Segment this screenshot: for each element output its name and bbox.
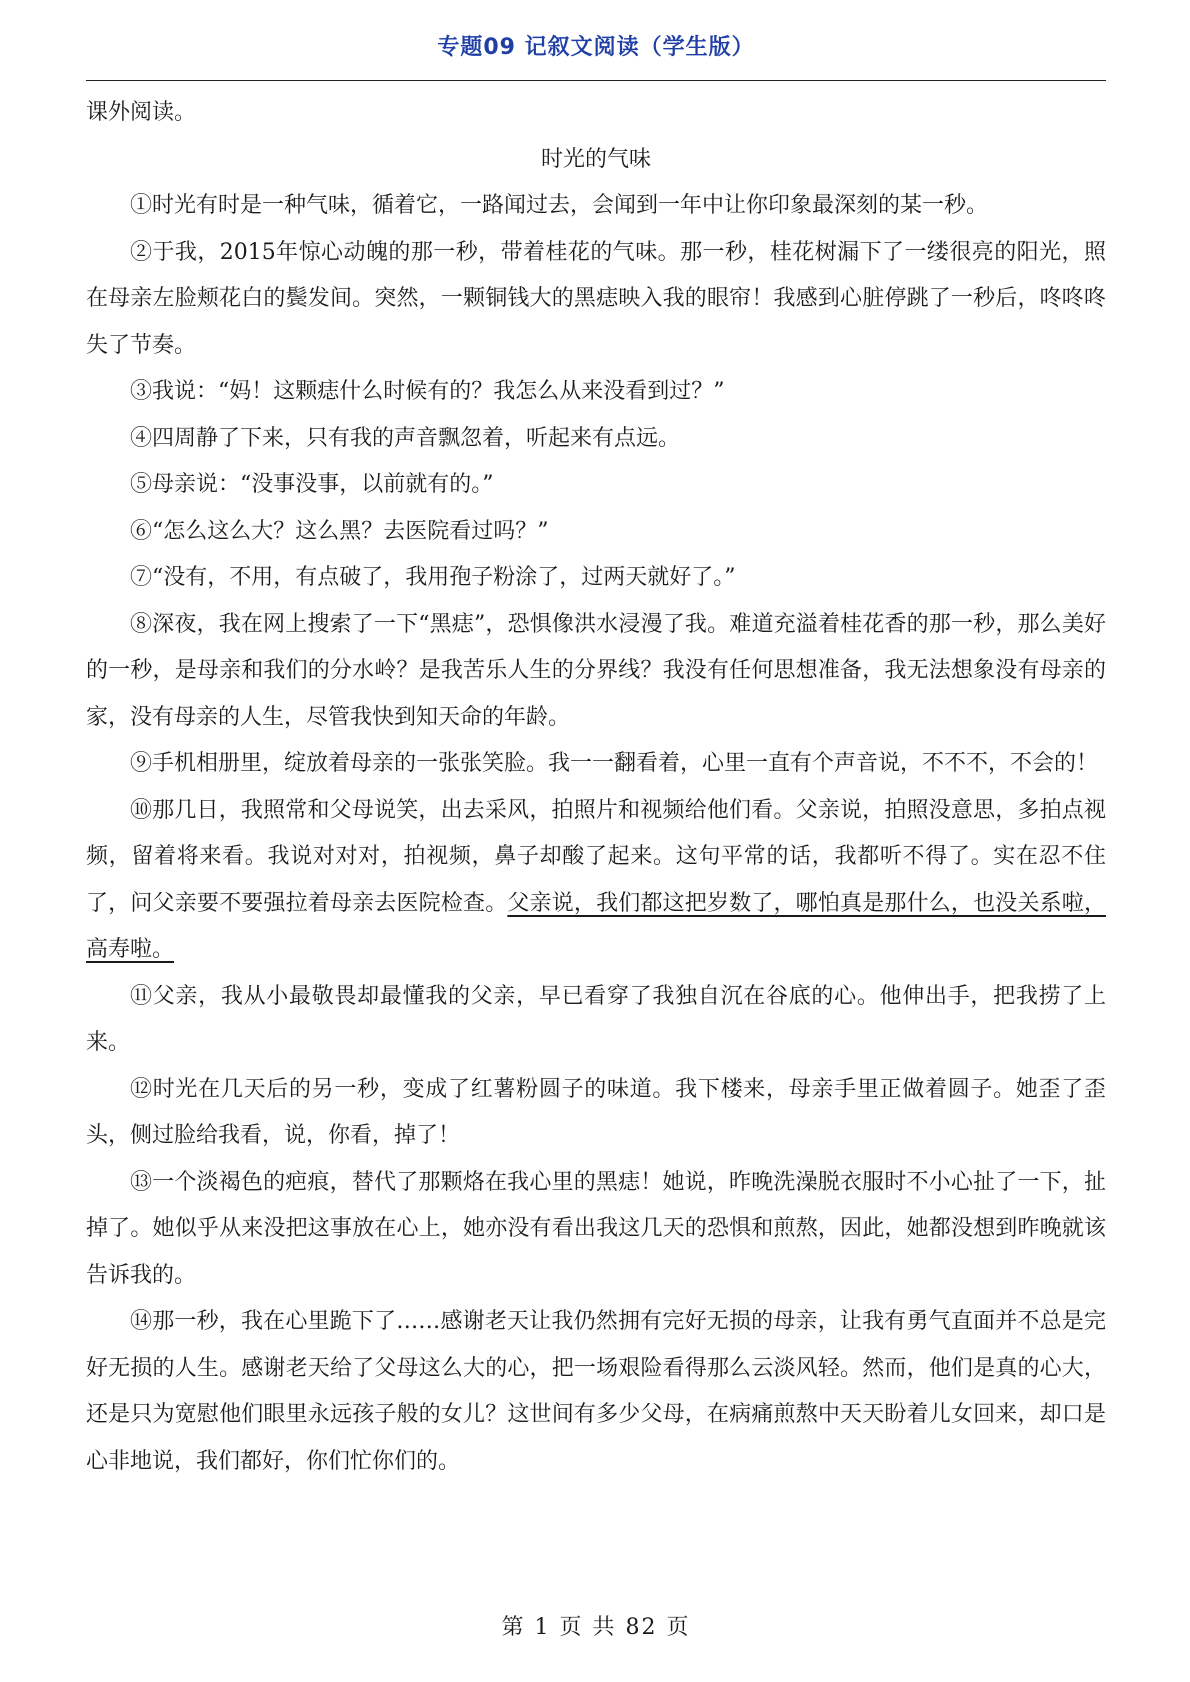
- paragraph-11: ⑪父亲，我从小最敬畏却最懂我的父亲，早已看穿了我独自沉在谷底的心。他伸出手，把我捞了上来。: [86, 983, 1106, 1055]
- article-title: 时光的气味: [540, 146, 651, 172]
- paragraph-7: ⑦“没有，不用，有点破了，我用孢子粉涂了，过两天就好了。”: [130, 565, 736, 590]
- page-header-title: 专题09 记叙文阅读（学生版）: [437, 35, 755, 60]
- page-number: 第 1 页 共 82 页: [501, 1615, 691, 1640]
- intro-text: 课外阅读。: [86, 100, 197, 125]
- header-divider: [86, 80, 1106, 81]
- paragraph-10-underlined-sentence: 父亲说，我们都这把岁数了，哪怕真是那什么，也没关系啦，高寿啦。: [86, 890, 1106, 962]
- document-body: [86, 90, 1106, 1485]
- paragraph-4: ④四周静了下来，只有我的声音飘忽着，听起来有点远。: [130, 425, 681, 451]
- paragraph-12: ⑫时光在几天后的另一秒，变成了红薯粉圆子的味道。我下楼来，母亲手里正做着圆子。她歪了歪头，侧过脸给我看，说，你看，掉了！: [86, 1076, 1106, 1148]
- paragraph-13: ⑬一个淡褐色的疤痕，替代了那颗烙在我心里的黑痣！她说，昨晚洗澡脱衣服时不小心扯了一下，扯掉了。她似乎从来没把这事放在心上，她亦没有看出我这几天的恐惧和煎熬，因此，她都没想到昨晚就该告诉我的。: [86, 1169, 1106, 1288]
- paragraph-2: ②于我，2015年惊心动魄的那一秒，带着桂花的气味。那一秒，桂花树漏下了一缕很亮的阳光，照在母亲左脸颊花白的鬓发间。突然，一颗铜钱大的黑痣映入我的眼帘！我感到心脏停跳了一秒后，咚咚咚失了节奏。: [86, 239, 1106, 358]
- paragraph-10: [86, 788, 1106, 974]
- paragraph-8: ⑧深夜，我在网上搜索了一下“黑痣”，恐惧像洪水浸漫了我。难道充溢着桂花香的那一秒，那么美好的一秒，是母亲和我们的分水岭？是我苦乐人生的分界线？我没有任何思想准备，我无法想象没有母亲的家，没有母亲的人生，尽管我快到知天命的年龄。: [86, 611, 1106, 730]
- paragraph-6: ⑥“怎么这么大？这么黑？去医院看过吗？”: [130, 518, 549, 544]
- paragraph-1: ①时光有时是一种气味，循着它，一路闻过去，会闻到一年中让你印象最深刻的某一秒。: [130, 193, 989, 218]
- paragraph-5: ⑤母亲说：“没事没事，以前就有的。”: [130, 472, 494, 497]
- paragraph-3: ③我说：“妈！这颗痣什么时候有的？我怎么从来没看到过？”: [130, 379, 725, 404]
- paragraph-10-main: ⑩那几日，我照常和父母说笑，出去采风，拍照片和视频给他们看。父亲说，拍照没意思，多拍点视频，留着将来看。我说对对对，拍视频，鼻子却酸了起来。这句平常的话，我都听不得了。实在忍不住了，问父亲要不要强拉着母亲去医院检查。: [86, 797, 1106, 916]
- paragraph-9: ⑨手机相册里，绽放着母亲的一张张笑脸。我一一翻看着，心里一直有个声音说，不不不，不会的！: [130, 751, 1099, 776]
- paragraph-14: ⑭那一秒，我在心里跪下了……感谢老天让我仍然拥有完好无损的母亲，让我有勇气直面并不总是完好无损的人生。感谢老天给了父母这么大的心，把一场艰险看得那么云淡风轻。然而，他们是真的心大，还是只为宽慰他们眼里永远孩子般的女儿？这世间有多少父母，在病痛煎熬中天天盼着儿女回来，却口是心非地说，我们都好，你们忙你们的。: [86, 1309, 1106, 1474]
